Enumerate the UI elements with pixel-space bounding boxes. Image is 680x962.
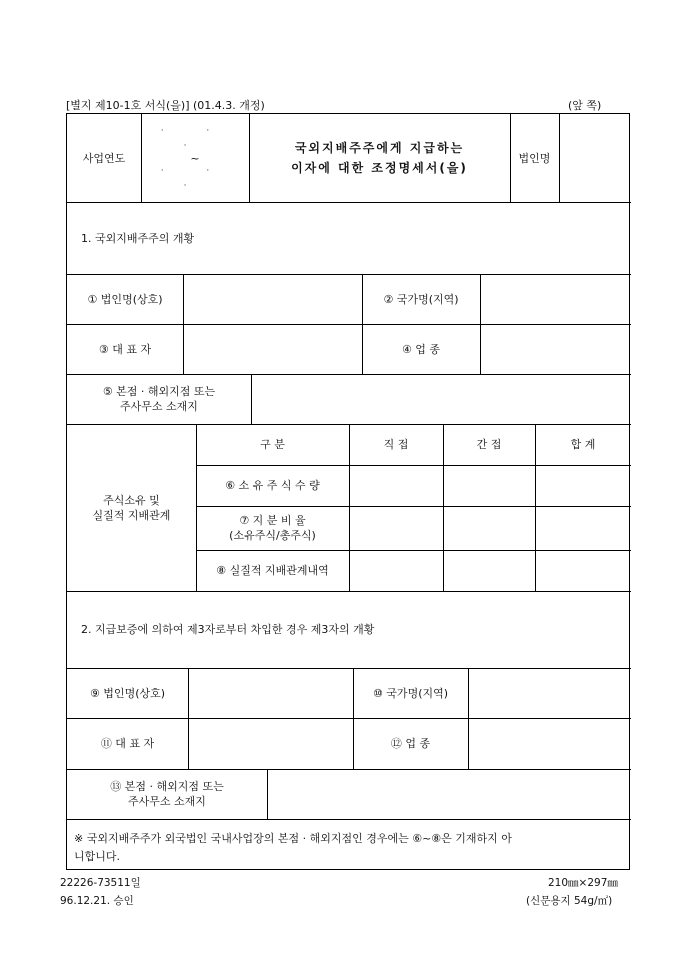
col-division-header: 구 분 (260, 438, 285, 451)
form-code: 22226-73511일 (60, 877, 141, 889)
period-separator: ~ (190, 151, 200, 165)
s1-industry-label: ④ 업 종 (401, 342, 441, 356)
s2-location-field[interactable] (267, 769, 631, 819)
ownership-line1: 주식소유 및 (103, 493, 160, 507)
s1-location-field[interactable] (251, 374, 631, 424)
s2-rep-field[interactable] (188, 718, 353, 769)
approval-date: 96.12.21. 승인 (60, 895, 134, 907)
s1-corp-name-label: ① 법인명(상호) (87, 292, 163, 306)
form-title (249, 114, 510, 202)
ownership-label (67, 424, 196, 591)
col-total-header: 합 계 (570, 438, 596, 451)
period-start-dots: · · · (160, 126, 230, 151)
note-line1: ※ 국외지배주주가 외국법인 국내사업장의 본점 · 해외지점인 경우에는 ⑥~⑧은 기재하지 아 (74, 832, 512, 845)
corp-name-label: 법인명 (518, 151, 551, 165)
paper-type: (신문용지 54g/㎡) (526, 895, 613, 907)
corp-name-value[interactable] (559, 114, 631, 202)
s2-location-label (67, 769, 267, 819)
form-title-line2: 이자에 대한 조정명세서(을) (291, 161, 468, 175)
s2-industry-label: ⑫ 업 종 (390, 737, 431, 750)
business-year-label: 사업연도 (82, 151, 126, 165)
s2-country-label: ⑩ 국가명(지역) (372, 686, 449, 700)
s2-industry-field[interactable] (468, 718, 631, 769)
section1-heading: 1. 국외지배주주의 개황 (81, 231, 195, 245)
note (74, 830, 626, 866)
s1-rep-label: ③ 대 표 자 (98, 342, 152, 356)
s2-corp-name-label: ⑨ 법인명(상호) (89, 686, 166, 700)
form-title-line1: 국외지배주주에게 지급하는 (294, 141, 465, 155)
section2-heading: 2. 지급보증에 의하여 제3자로부터 차입한 경우 제3자의 개황 (81, 623, 375, 636)
s1-rep-field[interactable] (183, 324, 362, 374)
row-control-label: ⑧ 실질적 지배관계내역 (216, 564, 329, 577)
form-box (66, 113, 630, 870)
divider (67, 819, 631, 820)
col-direct-header: 직 접 (383, 438, 409, 451)
page-side-label: (앞 쪽) (568, 99, 602, 112)
s1-location-line1: ⑤ 본점 · 해외지점 또는 (102, 385, 216, 398)
paper-size: 210㎜×297㎜ (548, 877, 618, 889)
note-line2: 니합니다. (74, 850, 121, 863)
row-shares-label: ⑥ 소 유 주 식 수 량 (225, 479, 320, 492)
col-indirect-header: 간 접 (476, 438, 502, 451)
s2-country-field[interactable] (468, 668, 631, 718)
s1-industry-field[interactable] (480, 324, 631, 374)
s1-country-label: ② 국가명(지역) (383, 292, 459, 306)
row-ratio-line1: ⑦ 지 분 비 율 (239, 514, 306, 527)
period-end-dots: · · · (160, 166, 230, 191)
s1-location-label (67, 374, 251, 424)
s2-rep-label: ⑪ 대 표 자 (100, 737, 155, 750)
s2-location-line2: 주사무소 소재지 (128, 795, 206, 808)
s2-corp-name-field[interactable] (188, 668, 353, 718)
s1-corp-name-field[interactable] (183, 274, 362, 324)
ownership-line2: 실질적 지배관계 (92, 508, 171, 522)
s2-location-line1: ⑬ 본점 · 해외지점 또는 (110, 780, 224, 793)
s1-country-field[interactable] (480, 274, 631, 324)
row-ratio-label (196, 506, 349, 550)
form-number-label: [별지 제10-1호 서식(을)] (01.4.3. 개정) (66, 99, 265, 112)
s1-location-line2: 주사무소 소재지 (120, 400, 198, 413)
row-ratio-line2: (소유주식/총주식) (229, 529, 316, 542)
